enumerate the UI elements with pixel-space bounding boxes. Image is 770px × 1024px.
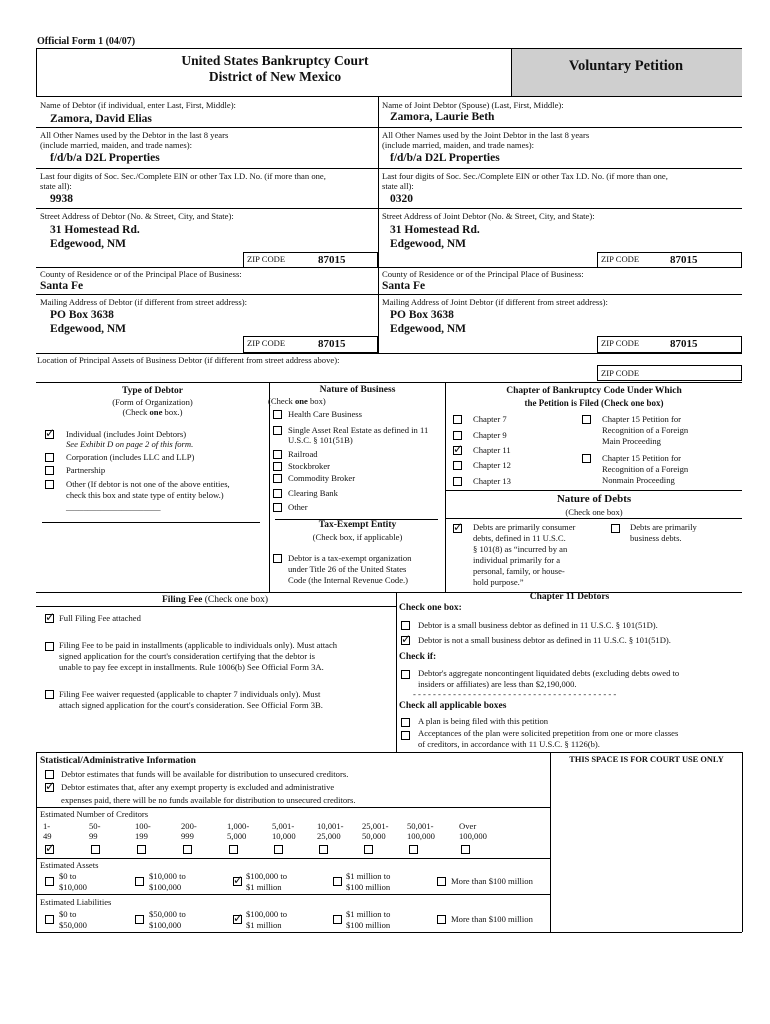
plan-filed-label: A plan is being filed with this petition [418,716,549,726]
assets-range-low: $0 to [59,871,77,881]
business-debts-checkbox[interactable] [611,524,620,533]
location-label: Location of Principal Assets of Business Debtor (if different from street address above): [37,355,340,365]
debtor-ssn-label: Last four digits of Soc. Sec./Complete EIN or other Tax I.D. No. (if more than one, [40,171,326,181]
assets-range-low: $1 million to [346,871,391,881]
chapter-13-label: Chapter 13 [473,476,511,486]
aggregate-debts-2: insiders or affiliates) are less than $2,190,000. [418,679,577,689]
consumer-debts-checkbox[interactable] [453,524,462,533]
joint-zip-label: ZIP CODE [601,254,640,264]
creditors-range-high: 100,000 [459,831,487,841]
joint-other-names-label-2: (include married, maiden, and trade names): [382,140,534,150]
assets-checkbox[interactable] [135,877,144,886]
grid-line [36,127,742,128]
creditors-range-low: 10,001- [317,821,344,831]
debtor-street-label: Street Address of Debtor (No. & Street, City, and State): [40,211,234,221]
other-entity-label-2: check this box and state type of entity below.) [66,490,224,500]
tax-exempt-title: Tax-Exempt Entity [318,520,397,530]
consumer-debts-4: individual primarily for a [473,555,561,565]
rule-line [36,858,550,859]
creditors-range-low: 50,001- [407,821,434,831]
tax-exempt-line-1: Debtor is a tax-exempt organization [288,553,412,563]
joint-mailing-zip-label: ZIP CODE [601,338,640,348]
chapter-9-checkbox[interactable] [453,431,462,440]
chapter-12-checkbox[interactable] [453,461,462,470]
creditors-checkbox[interactable] [229,845,238,854]
creditors-range-high: 25,000 [317,831,341,841]
left-border [36,752,37,932]
creditors-range-high: 100,000 [407,831,435,841]
acceptances-checkbox[interactable] [401,731,410,740]
clearing-bank-checkbox[interactable] [273,489,282,498]
joint-street-2[interactable]: Edgewood, NM [390,238,467,250]
debtor-other-names-label: All Other Names used by the Debtor in the last 8 years [40,130,229,140]
debtor-mailing-zip[interactable]: 87015 [318,338,346,350]
joint-ssn-label: Last four digits of Soc. Sec./Complete EIN or other Tax I.D. No. (if more than one, [382,171,668,181]
court-name: United States Bankruptcy Court [181,53,369,68]
other-entity-label-1: Other (If debtor is not one of the above entities, [66,479,230,489]
creditors-range-low: 5,001- [272,821,295,831]
liabilities-range-high: $1 million [246,920,282,930]
assets-range-low: $100,000 to [246,871,288,881]
joint-mailing-zip[interactable]: 87015 [670,338,698,350]
stockbroker-checkbox[interactable] [273,462,282,471]
liabilities-range-low: $0 to [59,909,77,919]
chapter-9-label: Chapter 9 [473,430,507,440]
joint-mailing-2[interactable]: Edgewood, NM [390,323,467,335]
creditors-range-low: 25,001- [362,821,389,831]
debtor-mailing-label: Mailing Address of Debtor (if different from street address): [40,297,247,307]
grid-line [36,208,742,209]
chapter-11-checkbox[interactable] [453,446,462,455]
consumer-debts-3: § 101(8) as “incurred by an [473,544,568,554]
rule-line [36,807,550,808]
chapter-15-main-checkbox[interactable] [582,415,591,424]
nature-of-debts-title: Nature of Debts [556,493,632,505]
plan-filed-checkbox[interactable] [401,718,410,727]
creditors-range-low: 50- [89,821,101,831]
bottom-border [36,932,742,933]
section-divider [445,382,446,592]
assets-range-high: $100,000 [149,882,182,892]
debtor-other-names[interactable]: f/d/b/a D2L Properties [50,152,160,164]
check-if: Check if: [399,652,437,662]
not-small-business-checkbox[interactable] [401,636,410,645]
installments-checkbox[interactable] [45,642,54,651]
chapter-title-2: the Petition is Filed (Check one box) [524,398,664,408]
creditors-range-high: 49 [43,831,52,841]
location-zip-label: ZIP CODE [601,368,640,378]
chapter-15-nonmain-label-3: Nonmain Proceeding [602,475,675,485]
funds-available-checkbox[interactable] [45,770,54,779]
other-business-checkbox[interactable] [273,503,282,512]
consumer-debts-2: debts, defined in 11 U.S.C. [473,533,566,543]
joint-county[interactable]: Santa Fe [382,280,426,292]
creditors-range-high: 10,000 [272,831,296,841]
assets-range-high: $1 million [246,882,282,892]
debtor-street-2[interactable]: Edgewood, NM [50,238,127,250]
no-funds-checkbox[interactable] [45,783,54,792]
creditors-checkbox[interactable] [364,845,373,854]
liabilities-checkbox[interactable] [333,915,342,924]
creditors-checkbox[interactable] [319,845,328,854]
creditors-range-low: 200- [181,821,197,831]
business-debts-2: business debts. [630,533,682,543]
assets-range-label: More than $100 million [451,876,533,886]
debtor-name-label: Name of Debtor (if individual, enter Last, First, Middle): [40,100,236,110]
acceptances-1: Acceptances of the plan were solicited prepetition from one or more classes [418,728,679,738]
check-all-applicable: Check all applicable boxes [399,701,507,711]
commodity-broker-checkbox[interactable] [273,474,282,483]
creditors-range-low: Over [459,821,477,831]
liabilities-range-high: $100,000 [149,920,182,930]
corporation-label: Corporation (includes LLC and LLP) [66,452,195,462]
joint-name[interactable]: Zamora, Laurie Beth [390,111,495,123]
creditors-label: Estimated Number of Creditors [40,809,149,819]
fee-waiver-1: Filing Fee waiver requested (applicable to chapter 7 individuals only). Must [59,689,321,699]
chapter-12-label: Chapter 12 [473,460,511,470]
debtor-county-label: County of Residence or of the Principal Place of Business: [40,269,242,279]
joint-ssn-label-2: state all): [382,181,414,191]
joint-county-label: County of Residence or of the Principal Place of Business: [382,269,584,279]
section-divider [396,592,397,752]
joint-mailing-1[interactable]: PO Box 3638 [390,309,454,321]
creditors-range-low: 100- [135,821,151,831]
health-care-checkbox[interactable] [273,410,282,419]
chapter-15-nonmain-label-2: Recognition of a Foreign [602,464,689,474]
creditors-range-high: 199 [135,831,148,841]
nature-of-business-title: Nature of Business [319,385,396,395]
business-debts-1: Debts are primarily [630,522,697,532]
consumer-debts-5: personal, family, or house- [473,566,565,576]
grid-line [36,168,742,169]
rule-line [445,490,742,491]
individual-label: Individual (includes Joint Debtors) [66,429,187,439]
fee-waiver-checkbox[interactable] [45,690,54,699]
liabilities-range-low: $100,000 to [246,909,288,919]
grid-line [36,752,742,753]
assets-range-low: $10,000 to [149,871,186,881]
liabilities-range-label: More than $100 million [451,914,533,924]
debtor-mailing-2[interactable]: Edgewood, NM [50,323,127,335]
creditors-checkbox[interactable] [45,845,54,854]
acceptances-2: of creditors, in accordance with 11 U.S.C. § 1126(b). [418,739,600,749]
chapter-11-label: Chapter 11 [473,445,511,455]
rule-line [445,518,742,519]
tax-exempt-checkbox[interactable] [273,554,282,563]
nature-of-debts-sub: (Check one box) [565,507,623,517]
liabilities-checkbox[interactable] [233,915,242,924]
creditors-range-high: 99 [89,831,98,841]
debtor-column-divider [378,97,379,353]
debtor-county[interactable]: Santa Fe [40,280,84,292]
liabilities-range-low: $1 million to [346,909,391,919]
other-entity-checkbox[interactable] [45,480,54,489]
creditors-checkbox[interactable] [461,845,470,854]
right-border [742,752,743,932]
liabilities-checkbox[interactable] [45,915,54,924]
joint-other-names[interactable]: f/d/b/a D2L Properties [390,152,500,164]
small-business-label: Debtor is a small business debtor as defined in 11 U.S.C. § 101(51D). [418,620,658,630]
tax-exempt-sub: (Check box, if applicable) [312,532,403,542]
creditors-range-high: 999 [181,831,194,841]
debtor-name[interactable]: Zamora, David Elias [50,113,152,125]
full-fee-checkbox[interactable] [45,614,54,623]
chapter-7-label: Chapter 7 [473,414,507,424]
chapter-11-debtors-title: Chapter 11 Debtors [529,592,610,602]
joint-zip[interactable]: 87015 [670,254,698,266]
creditors-range-low: 1- [43,821,51,831]
full-fee-label: Full Filing Fee attached [59,613,141,623]
liabilities-checkbox[interactable] [135,915,144,924]
type-of-debtor-sub1: (Form of Organization) [112,397,193,407]
aggregate-debts-checkbox[interactable] [401,670,410,679]
court-use-only: THIS SPACE IS FOR COURT USE ONLY [569,755,724,764]
dash-separator: - - - - - - - - - - - - - - - - - - - - - - - - - - - - - - - - - - - - - - - - - [413,689,617,699]
nature-of-business-sub: (Check one box) [268,396,326,406]
joint-name-label: Name of Joint Debtor (Spouse) (Last, First, Middle): [382,100,564,110]
small-business-checkbox[interactable] [401,621,410,630]
installments-3: unable to pay fee except in installments. Rule 1006(b) See Official Form 3A. [59,662,324,672]
joint-street-label: Street Address of Joint Debtor (No. & Street, City, and State): [382,211,595,221]
type-of-debtor-sub2: (Check one box.) [122,407,183,417]
assets-range-high: $100 million [346,882,391,892]
debtor-other-names-label-2: (include married, maiden, and trade names): [40,140,192,150]
tax-exempt-line-2: under Title 26 of the United States [288,564,407,574]
partnership-checkbox[interactable] [45,466,54,475]
grid-line [36,353,742,354]
grid-line [36,382,742,383]
liabilities-range-high: $100 million [346,920,391,930]
commodity-broker-label: Commodity Broker [288,473,356,483]
liabilities-label: Estimated Liabilities [40,897,112,907]
rule-line [42,522,260,523]
liabilities-range-low: $50,000 to [149,909,186,919]
petition-title: Voluntary Petition [568,58,684,74]
chapter-7-checkbox[interactable] [453,415,462,424]
creditors-checkbox[interactable] [274,845,283,854]
tax-exempt-line-3: Code (the Internal Revenue Code.) [288,575,409,585]
clearing-bank-label: Clearing Bank [288,488,338,498]
aggregate-debts-1: Debtor's aggregate noncontingent liquidated debts (excluding debts owed to [418,668,680,678]
joint-mailing-label: Mailing Address of Joint Debtor (if different from street address): [382,297,608,307]
chapter-15-nonmain-label-1: Chapter 15 Petition for [602,453,682,463]
district-name: District of New Mexico [208,69,342,84]
debtor-ssn[interactable]: 9938 [50,193,73,205]
form-id: Official Form 1 (04/07) [37,36,136,47]
joint-other-names-label: All Other Names used by the Joint Debtor in the last 8 years [382,130,590,140]
assets-checkbox[interactable] [437,877,446,886]
railroad-checkbox[interactable] [273,450,282,459]
statistical-title: Statistical/Administrative Information [40,756,196,766]
filing-fee-title: Filing Fee (Check one box) [161,595,269,605]
creditors-range-high: 50,000 [362,831,386,841]
health-care-label: Health Care Business [288,409,362,419]
creditors-checkbox[interactable] [137,845,146,854]
rule-line [36,894,550,895]
individual-note: See Exhibit D on page 2 of this form. [66,439,194,449]
partnership-label: Partnership [66,465,106,475]
chapter-13-checkbox[interactable] [453,477,462,486]
chapter-15-main-label-2: Recognition of a Foreign [602,425,689,435]
debtor-ssn-label-2: state all): [40,181,72,191]
single-asset-label-2: U.S.C. § 101(51B) [288,435,353,445]
type-of-debtor-title: Type of Debtor [121,386,184,396]
single-asset-checkbox[interactable] [273,426,282,435]
other-entity-blank[interactable]: ______________________ [66,502,161,512]
rule-line [36,606,396,607]
creditors-checkbox[interactable] [91,845,100,854]
liabilities-range-high: $50,000 [59,920,87,930]
individual-checkbox[interactable] [45,430,54,439]
other-business-label: Other [288,502,308,512]
corporation-checkbox[interactable] [45,453,54,462]
creditors-range-high: 5,000 [227,831,247,841]
assets-checkbox[interactable] [333,877,342,886]
debtor-street-1[interactable]: 31 Homestead Rd. [50,224,140,236]
railroad-label: Railroad [288,449,318,459]
check-one-box: Check one box: [399,603,462,613]
creditors-checkbox[interactable] [183,845,192,854]
installments-1: Filing Fee to be paid in installments (applicable to individuals only). Must attach [59,640,338,650]
fee-waiver-2: attach signed application for the court's consideration. See Official Form 3B. [59,700,323,710]
debtor-zip-label: ZIP CODE [247,254,286,264]
funds-available-label: Debtor estimates that funds will be available for distribution to unsecured creditors. [61,769,349,779]
debtor-zip[interactable]: 87015 [318,254,346,266]
no-funds-label-1: Debtor estimates that, after any exempt property is excluded and administrative [61,782,335,792]
chapter-15-main-label-1: Chapter 15 Petition for [602,414,682,424]
creditors-checkbox[interactable] [409,845,418,854]
section-divider [269,382,270,592]
chapter-15-nonmain-checkbox[interactable] [582,454,591,463]
chapter-title-1: Chapter of Bankruptcy Code Under Which [506,386,682,396]
not-small-business-label: Debtor is not a small business debtor as defined in 11 U.S.C. § 101(51D). [418,635,671,645]
chapter-15-main-label-3: Main Proceeding [602,436,661,446]
assets-label: Estimated Assets [40,860,99,870]
liabilities-checkbox[interactable] [437,915,446,924]
consumer-debts-6: hold purpose.” [473,577,524,587]
no-funds-label-2: expenses paid, there will be no funds available for distribution to unsecured creditors. [61,795,356,805]
assets-checkbox[interactable] [233,877,242,886]
joint-ssn[interactable]: 0320 [390,193,413,205]
stockbroker-label: Stockbroker [288,461,331,471]
grid-line [36,294,742,295]
court-use-divider [550,752,551,932]
joint-street-1[interactable]: 31 Homestead Rd. [390,224,480,236]
debtor-mailing-1[interactable]: PO Box 3638 [50,309,114,321]
assets-checkbox[interactable] [45,877,54,886]
creditors-range-low: 1,000- [227,821,250,831]
single-asset-label-1: Single Asset Real Estate as defined in 11 [288,425,429,435]
installments-2: signed application for the court's consideration certifying that the debtor is [59,651,315,661]
consumer-debts-1: Debts are primarily consumer [473,522,576,532]
debtor-mailing-zip-label: ZIP CODE [247,338,286,348]
assets-range-high: $10,000 [59,882,87,892]
